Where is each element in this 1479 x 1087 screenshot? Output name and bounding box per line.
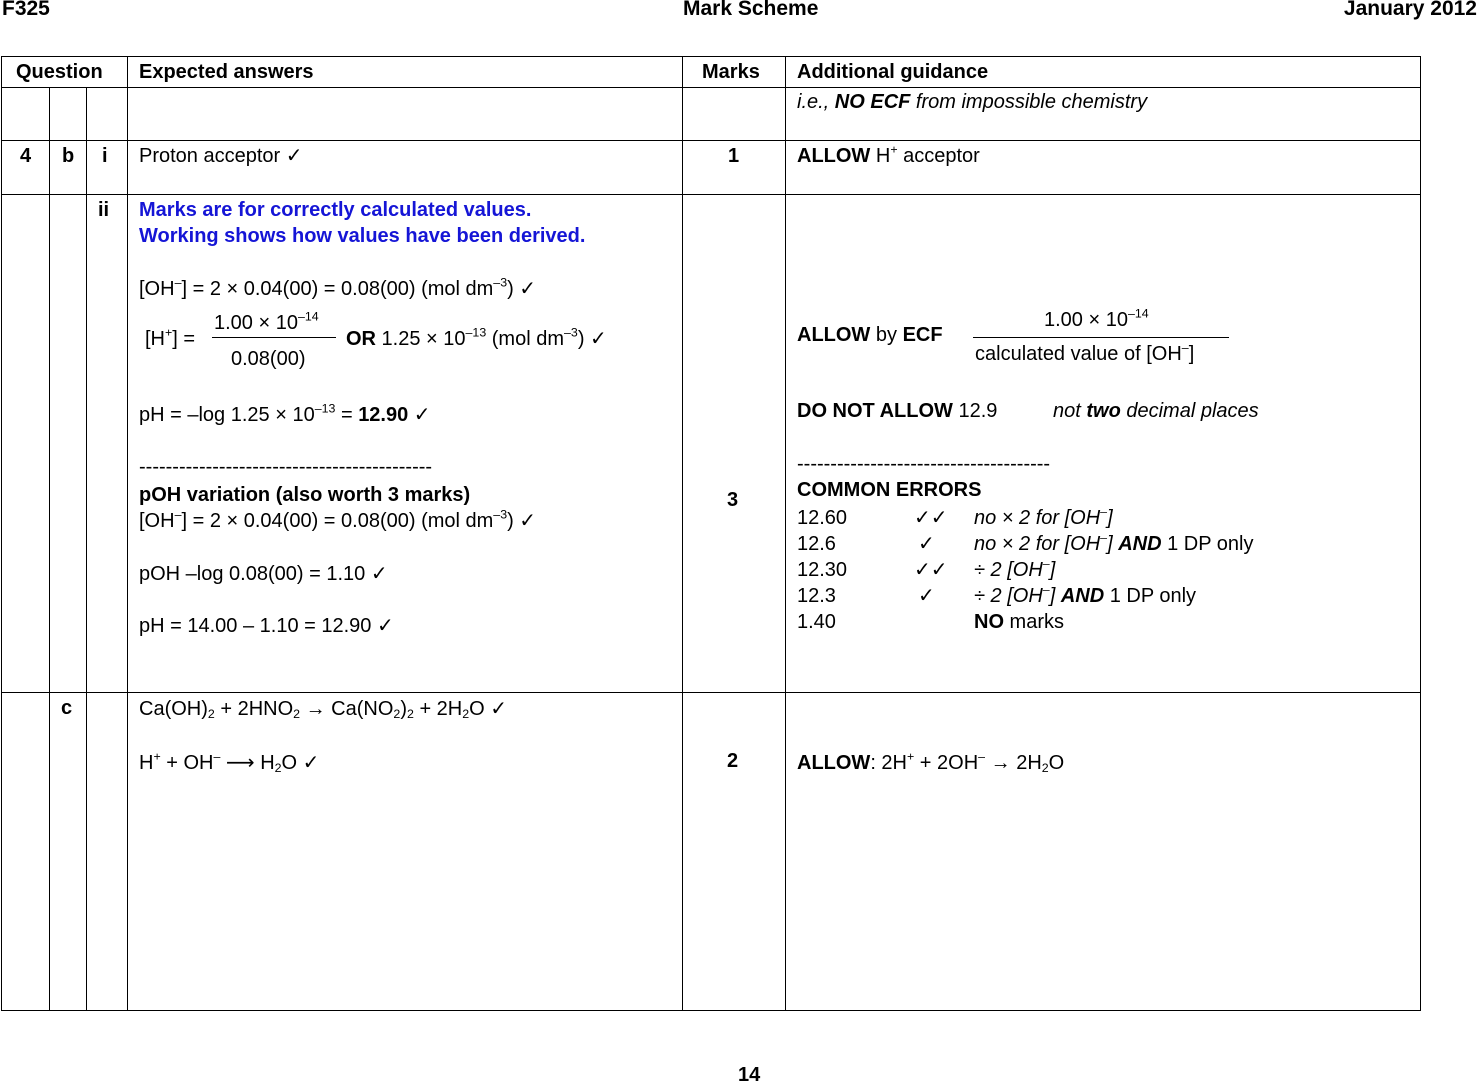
grid-line [785, 56, 786, 1011]
error-note: ÷ 2 [OH–] [974, 556, 1056, 581]
fraction-numerator: $1.00 \times 10^{-14}$ [214, 309, 319, 334]
error-ticks: ✓✓ [914, 507, 948, 529]
question-part: c [61, 697, 73, 719]
answer-line: pOH –log 0.08(00) = 1.10 ✓ [139, 563, 388, 585]
answer-instruction: Working shows how values have been derived. [139, 225, 586, 247]
grid-line [127, 56, 128, 1011]
guidance-text: ALLOW: $2H^+ + 2OH^- \to 2H_2O$ [797, 749, 1065, 776]
page-number: 14 [738, 1064, 761, 1086]
separator-dashes: -------------------------------------------- [139, 456, 433, 478]
answer-line: pH = –log $1.25 \times 10^{-13} = 12.90$ ✓ [139, 401, 431, 426]
guidance-text: ALLOW H+ acceptor [797, 142, 980, 167]
guidance-subheading: COMMON ERRORS [797, 479, 982, 501]
question-subpart: i [102, 145, 108, 167]
error-value: 12.30 [797, 559, 848, 581]
grid-line [1, 56, 2, 1011]
error-value: 12.3 [797, 585, 836, 607]
fraction-numerator: $1.00 \times 10^{-14}$ [1044, 306, 1149, 331]
error-ticks: ✓ [918, 533, 935, 555]
answer-line: pH = 14.00 – 1.10 = 12.90 ✓ [139, 615, 394, 637]
header-additional-guidance: Additional guidance [797, 61, 989, 83]
error-note: ÷ 2 [OH–] AND 1 DP only [974, 582, 1197, 607]
error-ticks: ✓ [918, 585, 935, 607]
doc-title: Mark Scheme [683, 0, 819, 20]
header-marks: Marks [702, 61, 760, 83]
error-note: NO marks [974, 611, 1064, 633]
marks-value: 3 [727, 489, 739, 511]
guidance-continuation: i.e., NO ECF from impossible chemistry [797, 91, 1148, 113]
fraction-bar [212, 337, 336, 338]
fraction-denominator: 0.08(00) [231, 348, 306, 370]
guidance-text: ALLOW by ECF [797, 324, 943, 346]
grid-line [86, 87, 87, 1011]
question-part: b [62, 145, 75, 167]
doc-date: January 2012 [1343, 0, 1477, 20]
grid-line [1, 56, 1421, 57]
error-value: 12.60 [797, 507, 848, 529]
answer-equation: H+ + OH– ⟶ $H_2O$ ✓ [139, 749, 320, 776]
answer-text: Proton acceptor ✓ [139, 145, 303, 167]
formula-lhs: [H+] = [145, 325, 196, 350]
question-number: 4 [20, 145, 32, 167]
marks-value: 1 [728, 145, 740, 167]
grid-line [1420, 56, 1421, 1011]
grid-line [1, 194, 1421, 195]
formula-rhs: OR $1.25 \times 10^{-13}$ (mol $dm^{-3}$) ✓ [346, 325, 607, 350]
doc-code: F325 [2, 0, 50, 20]
grid-line [1, 87, 1421, 88]
error-value: 1.40 [797, 611, 836, 633]
guidance-text: DO NOT ALLOW 12.9 [797, 400, 998, 422]
question-subpart: ii [98, 199, 110, 221]
marks-value: 2 [727, 750, 739, 772]
answer-line: [OH–] = 2 × 0.04(00) = 0.08(00) (mol $dm^{-3}$) ✓ [139, 275, 537, 300]
guidance-text: not two decimal places [1053, 400, 1259, 422]
grid-line [49, 87, 50, 1011]
grid-line [1, 692, 1421, 693]
error-note: no × 2 for [OH–] AND 1 DP only [974, 530, 1254, 555]
answer-subheading: pOH variation (also worth 3 marks) [139, 484, 471, 506]
header-question: Question [16, 61, 103, 83]
fraction-denominator: calculated value of [OH–] [975, 340, 1195, 365]
separator-dashes: -------------------------------------- [797, 453, 1051, 475]
error-ticks: ✓✓ [914, 559, 948, 581]
grid-line [1, 1010, 1421, 1011]
answer-equation: $Ca(OH)_2 + 2HNO_2 \to Ca(NO_2)_2 + 2H_2O$ ✓ [139, 698, 508, 722]
header-expected-answers: Expected answers [139, 61, 314, 83]
error-note: no × 2 for [OH–] [974, 504, 1113, 529]
grid-line [1, 140, 1421, 141]
error-value: 12.6 [797, 533, 836, 555]
answer-instruction: Marks are for correctly calculated values. [139, 199, 532, 221]
answer-line: [OH–] = 2 × 0.04(00) = 0.08(00) (mol $dm^{-3}$) ✓ [139, 507, 537, 532]
grid-line [682, 56, 683, 1011]
fraction-bar [973, 337, 1229, 338]
